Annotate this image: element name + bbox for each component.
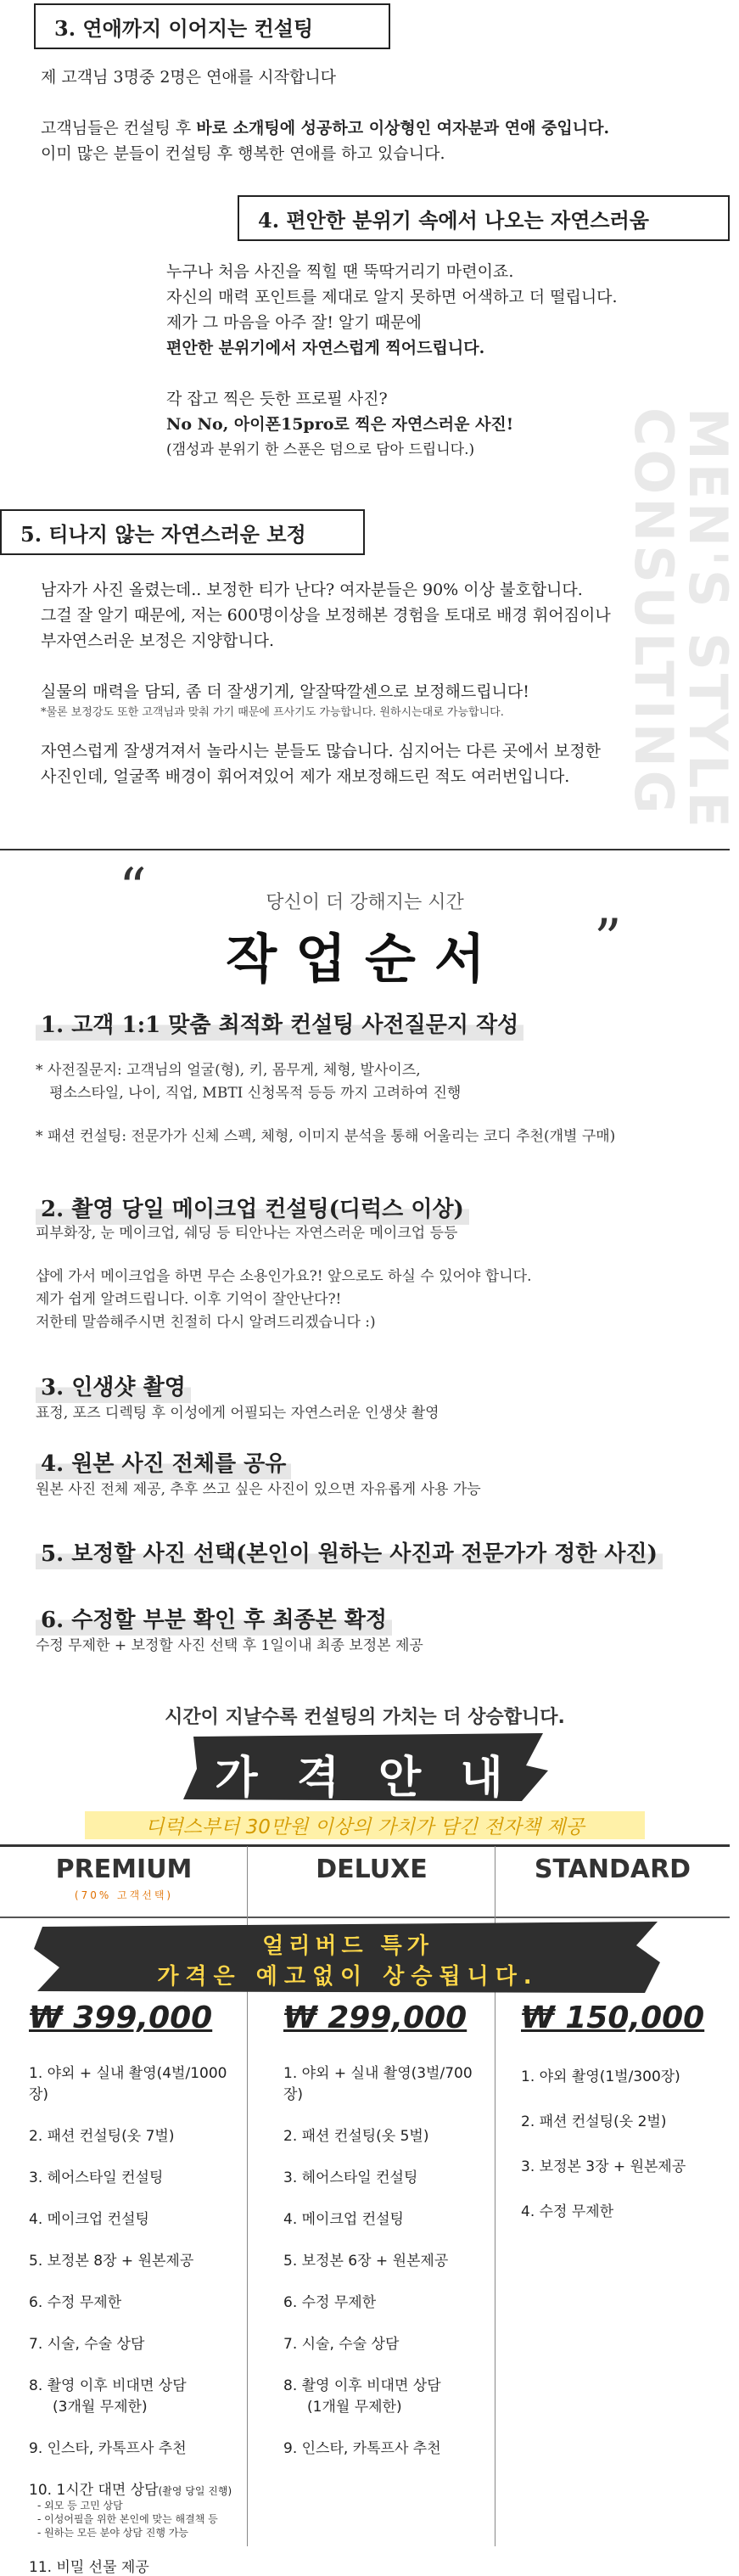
feature-item: 2. 패션 컨설팅(옷 2벌) [521, 2113, 667, 2130]
feature-item: 5. 보정본 6장 + 원본제공 [283, 2253, 449, 2270]
section-3-line [41, 90, 719, 115]
section-5-line: 남자가 사진 올렸는데.. 보정한 티가 난다? 여자분들은 90% 이상 불호합니다. [41, 581, 583, 599]
feature-item: 9. 인스타, 카톡프사 추천 [283, 2440, 441, 2457]
feature-item: 11. 비밀 선물 제공 [29, 2559, 149, 2576]
section-3-line: 고객님들은 컨설팅 후 바로 소개팅에 성공하고 이상형인 여자분과 연애 중입니다. [41, 119, 610, 137]
early-bird-line-1: 얼리버드 특가 [262, 1933, 434, 1959]
step-body-line: 피부화장, 눈 메이크업, 쉐딩 등 티안나는 자연스러운 메이크업 등등 [36, 1225, 458, 1242]
section-5-line: 자연스럽게 잘생겨져서 놀라시는 분들도 많습니다. 심지어는 다른 곳에서 보정한 [41, 742, 602, 760]
step-body-line: 제가 쉽게 알려드립니다. 이후 기억이 잘안난다?! [36, 1291, 342, 1308]
step-body-line: 원본 사진 전체 제공, 추후 쓰고 싶은 사진이 있으면 자유롭게 사용 가능 [36, 1481, 481, 1498]
feature-note: - 외모 등 고민 상담 [37, 2500, 123, 2511]
step-title: 3. 인생샷 촬영 [36, 1368, 191, 1403]
feature-item: 8. 촬영 이후 비대면 상담 [283, 2377, 441, 2394]
feature-item: 5. 보정본 8장 + 원본제공 [29, 2253, 194, 2270]
watermark-text: MEN'S STYLE CONSULTING [623, 407, 739, 831]
price-standard: ₩ 150,000 [521, 2001, 705, 2035]
feature-item: 2. 패션 컨설팅(옷 7벌) [29, 2128, 175, 2145]
section-3-line: 제 고객님 3명중 2명은 연애를 시작합니다 [41, 68, 337, 87]
section-4-title: 4. 편안한 분위기 속에서 나오는 자연스러움 [238, 195, 730, 241]
feature-item: 3. 헤어스타일 컨설팅 [283, 2169, 418, 2186]
feature-note: - 이성어필을 위한 본인에 맞는 해결책 등 [37, 2513, 218, 2525]
section-4-line: 각 잡고 찍은 듯한 프로필 사진? [166, 390, 388, 408]
section-5-body [41, 577, 719, 789]
section-divider [0, 849, 730, 850]
feature-item: 1. 야외 촬영(1벌/300장) [521, 2068, 680, 2085]
section-3-body [41, 65, 719, 166]
feature-item: 3. 헤어스타일 컨설팅 [29, 2169, 164, 2186]
feature-item: 4. 메이크업 컨설팅 [283, 2211, 404, 2228]
feature-item: 1. 야외 + 실내 촬영(4벌/1000장) [29, 2065, 227, 2103]
step-body [36, 1059, 714, 1148]
section-3-line: 이미 많은 분들이 컨설팅 후 행복한 연애를 하고 있습니다. [41, 144, 445, 163]
section-5-line [41, 725, 719, 738]
tier-note-premium: (70% 고객선택) [74, 1889, 174, 1901]
pricing-subtitle: 디럭스부터 30만원 이상의 가치가 담긴 전자책 제공 [85, 1811, 645, 1839]
step-body-line [36, 1245, 714, 1266]
feature-item: 6. 수정 무제한 [283, 2294, 377, 2311]
process-title: 작업순서 [226, 928, 504, 990]
section-3-title: 3. 연애까지 이어지는 컨설팅 [34, 3, 390, 49]
step-body-line: 샵에 가서 메이크업을 하면 무슨 소용인가요?! 앞으로도 하실 수 있어야 합니다. [36, 1268, 532, 1285]
price-premium: ₩ 399,000 [29, 2001, 213, 2035]
feature-item: 2. 패션 컨설팅(옷 5벌) [283, 2128, 429, 2145]
price-deluxe: ₩ 299,000 [283, 2001, 467, 2035]
early-bird-line-2: 가격은 예고없이 상승됩니다. [157, 1964, 539, 1990]
section-4-line: 제가 그 마음을 아주 잘! 알기 때문에 [166, 313, 422, 332]
tier-name-standard: STANDARD [534, 1855, 691, 1884]
feature-list-deluxe [283, 2061, 490, 2457]
tier-name-deluxe: DELUXE [316, 1855, 428, 1884]
step-body-line: * 사전질문지: 고객님의 얼굴(형), 키, 몸무게, 체형, 발사이즈, [36, 1062, 421, 1079]
step-body-line: * 패션 컨설팅: 전문가가 신체 스펙, 체형, 이미지 분석을 통해 어울리는 코디 추천(개별 구매) [36, 1128, 616, 1145]
pricing-tagline: 시간이 지날수록 컨설팅의 가치는 더 상승합니다. [165, 1707, 565, 1728]
section-4-line: 편안한 분위기에서 자연스럽게 찍어드립니다. [166, 339, 485, 357]
feature-item: 1. 야외 + 실내 촬영(3벌/700장) [283, 2065, 473, 2103]
section-4-line: No No, 아이폰15pro로 찍은 자연스러운 사진! [166, 415, 514, 434]
feature-item: 4. 메이크업 컨설팅 [29, 2211, 149, 2228]
feature-list-premium [29, 2061, 243, 2576]
step-body [36, 1402, 714, 1425]
section-4-line [166, 361, 709, 386]
feature-item: 9. 인스타, 카톡프사 추천 [29, 2440, 187, 2457]
quote-close-mark: ” [594, 908, 622, 971]
feature-item-sub: (1개월 무제한) [307, 2399, 402, 2416]
step-body-line: 평소스타일, 나이, 직업, MBTI 신청목적 등등 까지 고려하여 진행 [36, 1085, 462, 1102]
step-title: 2. 촬영 당일 메이크업 컨설팅(디럭스 이상) [36, 1190, 469, 1225]
process-subtitle: 당신이 더 강해지는 시간 [266, 892, 464, 913]
section-5-line: 그걸 잘 알기 때문에, 저는 600명이상을 보정해본 경험을 토대로 배경 휘어짐이나 [41, 606, 611, 625]
section-5-note: *물론 보정강도 또한 고객님과 맞춰 가기 때문에 프사기도 가능합니다. 원하시는대로 가능합니다. [41, 706, 504, 719]
feature-list-standard [521, 2064, 725, 2220]
pricing-title: 가 격 안 내 [215, 1753, 515, 1804]
feature-item: 7. 시술, 수술 상담 [29, 2336, 145, 2353]
section-5-line: 부자연스러운 보정은 지양합니다. [41, 631, 275, 650]
step-title: 5. 보정할 사진 선택(본인이 원하는 사진과 전문가가 정한 사진) [36, 1535, 663, 1569]
feature-item: 4. 수정 무제한 [521, 2203, 614, 2220]
section-4-line: 누구나 처음 사진을 찍힐 땐 뚝딱거리기 마련이죠. [166, 262, 514, 281]
step-title: 4. 원본 사진 전체를 공유 [36, 1445, 291, 1479]
section-5-line: 사진인데, 얼굴쪽 배경이 휘어져있어 제가 재보정해드린 적도 여러번입니다. [41, 767, 570, 786]
step-title: 6. 수정할 부분 확인 후 최종본 확정 [36, 1601, 392, 1636]
step-body [36, 1635, 714, 1658]
feature-item: 7. 시술, 수술 상담 [283, 2336, 400, 2353]
feature-item: 3. 보정본 3장 + 원본제공 [521, 2158, 686, 2175]
tier-name-premium: PREMIUM [55, 1855, 193, 1884]
step-body-line: 수정 무제한 + 보정할 사진 선택 후 1일이내 최종 보정본 제공 [36, 1637, 423, 1654]
step-body-line [36, 1105, 714, 1125]
section-5-title: 5. 티나지 않는 자연스러운 보정 [0, 509, 365, 555]
step-body [36, 1222, 714, 1334]
step-body-line: 저한테 말씀해주시면 친절히 다시 알려드리겠습니다 :) [36, 1314, 376, 1331]
feature-note: - 원하는 모든 분야 상담 진행 가능 [37, 2527, 188, 2539]
step-body-line: 표정, 포즈 디렉팅 후 이성에게 어필되는 자연스러운 인생샷 촬영 [36, 1405, 439, 1422]
quote-open-mark: “ [119, 857, 147, 920]
section-5-line [41, 654, 719, 679]
section-4-line: 자신의 매력 포인트를 제대로 알지 못하면 어색하고 더 떨립니다. [166, 288, 618, 306]
feature-item: 10. 1시간 대면 상담(촬영 당일 진행) [29, 2482, 232, 2499]
feature-item: 6. 수정 무제한 [29, 2294, 122, 2311]
section-4-line: (갬성과 분위기 한 스푼은 덤으로 담아 드립니다.) [166, 441, 475, 458]
feature-item: 8. 촬영 이후 비대면 상담 [29, 2377, 187, 2394]
step-body [36, 1479, 714, 1501]
step-title: 1. 고객 1:1 맞춤 최적화 컨설팅 사전질문지 작성 [36, 1006, 523, 1041]
feature-item-sub: (3개월 무제한) [53, 2399, 148, 2416]
section-5-line: 실물의 매력을 담되, 좀 더 잘생기게, 알잘딱깔센으로 보정해드립니다! [41, 682, 529, 701]
